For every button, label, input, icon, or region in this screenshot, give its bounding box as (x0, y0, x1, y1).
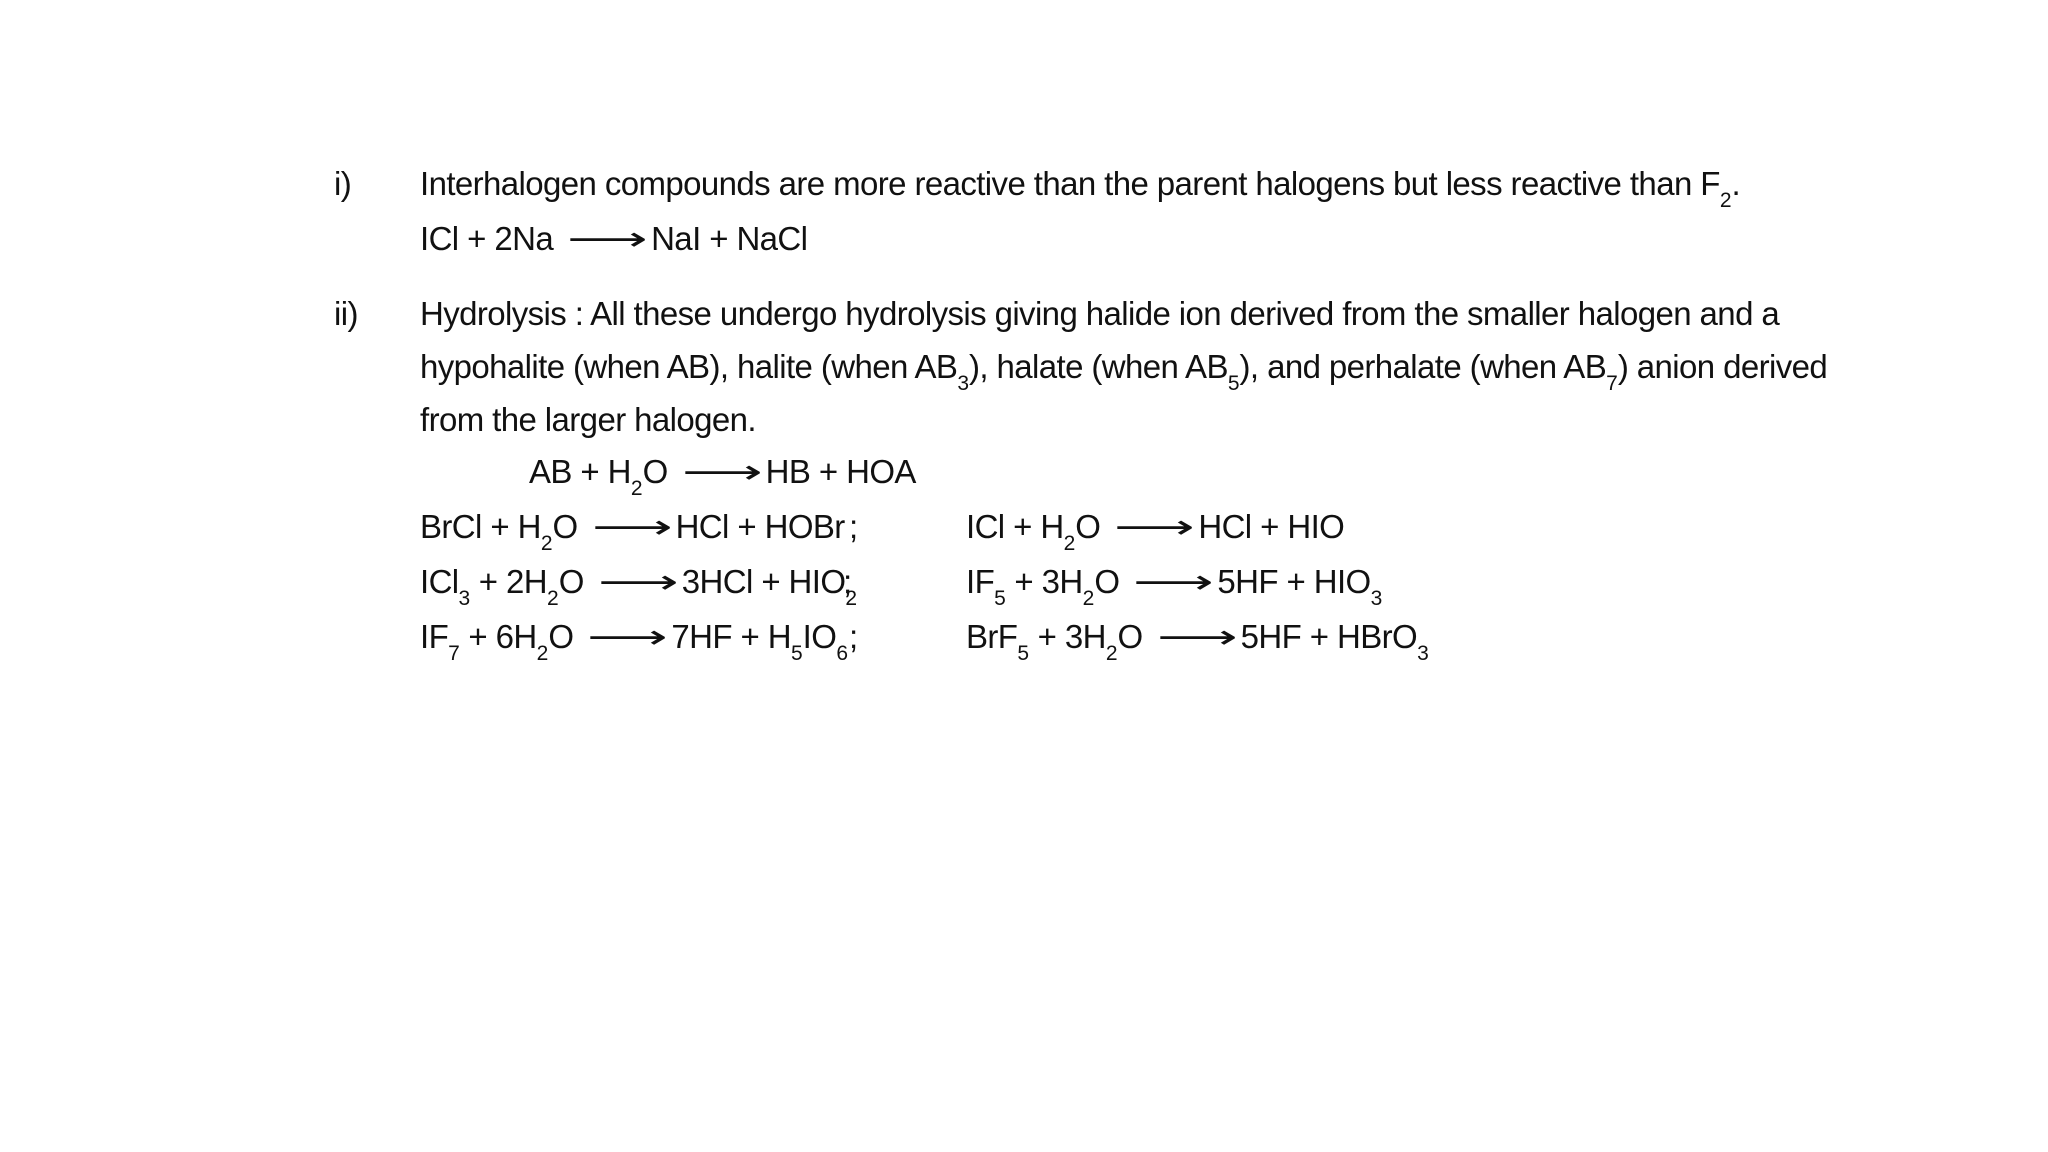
reaction-arrow-icon: ⟶ (1156, 617, 1238, 656)
equation-rhs: 5HF + HIO (1217, 563, 1371, 600)
subscript: 3 (1370, 587, 1383, 610)
equation-lhs: + 6H (459, 618, 537, 655)
equation-icl-h2o (966, 507, 1345, 555)
reactivity-statement (420, 164, 1741, 212)
equation-lhs: O (548, 618, 574, 655)
equation-lhs: O (552, 508, 578, 545)
hydrolysis-line-2 (420, 347, 1828, 395)
equation-lhs: IF (966, 563, 995, 600)
subscript: 2 (547, 587, 559, 610)
subscript: 7 (1606, 372, 1618, 395)
equation-lhs: O (558, 563, 584, 600)
subscript: 7 (448, 642, 460, 665)
equation-lhs: + 3H (1005, 563, 1083, 600)
subscript: 6 (836, 642, 848, 665)
reaction-arrow-icon: ⟶ (591, 507, 673, 546)
equation-if5 (966, 562, 1383, 610)
equation-lhs: ICl + 2Na (420, 220, 554, 257)
equation-lhs: ICl + H (966, 508, 1064, 545)
subscript: 2 (1105, 642, 1118, 665)
equation-rhs: 5HF + HBrO (1240, 618, 1418, 655)
equation-lhs: IF (420, 618, 449, 655)
subscript: 3 (1417, 642, 1429, 665)
equation-rhs: 7HF + H (671, 618, 791, 655)
text-segment: ) anion derived (1617, 348, 1828, 385)
equation-rhs: HCl + HOBr (675, 508, 845, 545)
text-segment: hypohalite (when AB), halite (when AB (420, 348, 958, 385)
equation-lhs: + 2H (470, 563, 548, 600)
subscript: 2 (1063, 532, 1076, 555)
reactivity-period: . (1731, 165, 1741, 202)
equation-brcl (420, 507, 845, 555)
equation-rhs: HB + HOA (765, 453, 916, 490)
equation-lhs: ICl (420, 563, 459, 600)
subscript: 3 (458, 587, 471, 610)
item-marker-i: i) (334, 165, 352, 202)
equation-rhs: NaI + NaCl (651, 220, 808, 257)
hydrolysis-line-1: Hydrolysis : All these undergo hydrolysis giving halide ion derived from the smaller halogen and a (420, 295, 1780, 332)
equation-lhs: BrCl + H (420, 508, 541, 545)
subscript: 5 (1017, 642, 1030, 665)
subscript: 2 (630, 477, 643, 500)
reaction-arrow-icon: ⟶ (567, 219, 648, 258)
equation-brf5 (966, 617, 1429, 665)
reaction-arrow-icon: ⟶ (1114, 507, 1195, 546)
subscript: 2 (540, 532, 553, 555)
equation-lhs: BrF (966, 618, 1018, 655)
hydrolysis-line-3: from the larger halogen. (420, 401, 756, 438)
equation-lhs: O (1094, 563, 1120, 600)
subscript: 3 (957, 372, 969, 395)
text-segment: ), and perhalate (when AB (1239, 348, 1607, 385)
equation-rhs: IO (802, 618, 837, 655)
equation-lhs: O (1075, 508, 1101, 545)
subscript: 5 (1227, 372, 1240, 395)
equation-if7 (420, 617, 848, 665)
equation-icl3 (420, 562, 858, 610)
subscript: 5 (994, 587, 1006, 610)
reaction-arrow-icon: ⟶ (681, 452, 763, 491)
equation-icl-na (420, 219, 807, 259)
subscript: 2 (845, 587, 858, 610)
equation-rhs: HCl + HIO (1198, 508, 1345, 545)
reaction-arrow-icon: ⟶ (587, 617, 668, 656)
item-marker-ii: ii) (334, 295, 358, 332)
equation-separator: ; (843, 563, 852, 600)
subscript: 5 (790, 642, 803, 665)
equation-lhs: O (642, 453, 668, 490)
equation-lhs: AB + H (529, 453, 631, 490)
equation-general (529, 452, 916, 500)
reaction-arrow-icon: ⟶ (1133, 562, 1214, 601)
subscript: 2 (1082, 587, 1095, 610)
equation-lhs: + 3H (1029, 618, 1106, 655)
text-segment: ), halate (when AB (969, 348, 1228, 385)
equation-lhs: O (1117, 618, 1143, 655)
equation-rhs: 3HCl + HIO (681, 563, 846, 600)
equation-separator: ; (849, 508, 858, 545)
reactivity-text: Interhalogen compounds are more reactive than the parent halogens but less reactive than F (420, 165, 1720, 202)
subscript: 2 (1719, 189, 1732, 212)
equation-separator: ; (849, 618, 858, 655)
reaction-arrow-icon: ⟶ (597, 562, 679, 601)
subscript: 2 (536, 642, 549, 665)
